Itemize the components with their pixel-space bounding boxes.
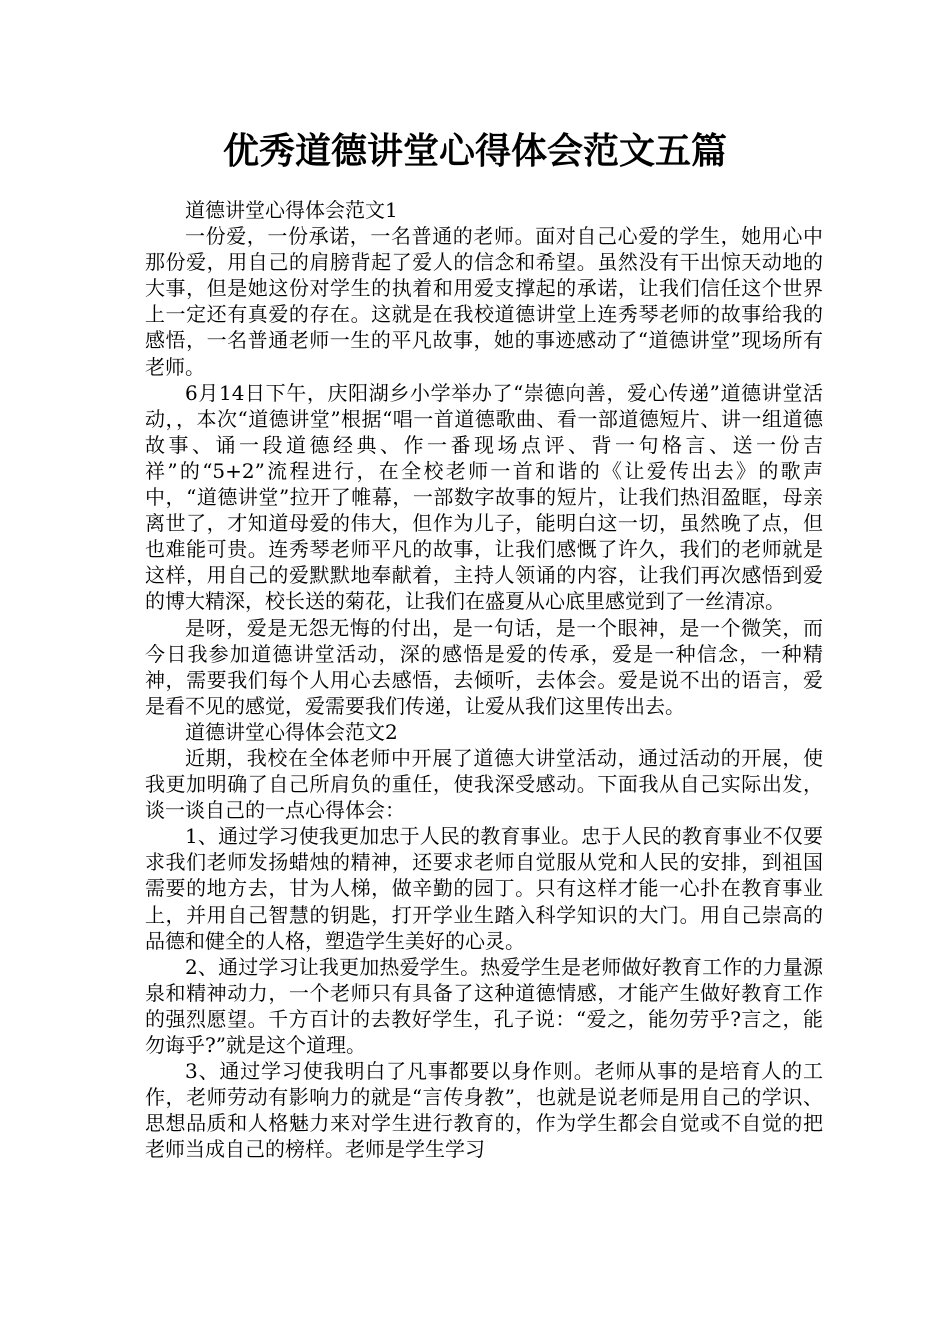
document-title: 优秀道德讲堂心得体会范文五篇 (222, 131, 727, 172)
paragraph: 近期，我校在全体老师中开展了道德大讲堂活动，通过活动的开展，使我更加明确了自己所肩负的重任，使我深受感动。下面我从自己实际出发，谈一谈自己的一点心得体会： (145, 745, 823, 823)
section-heading-1: 道德讲堂心得体会范文1 (185, 198, 398, 222)
paragraph: 是呀，爱是无怨无悔的付出，是一句话，是一个眼神，是一个微笑，而今日我参加道德讲堂活动，深的感悟是爱的传承，爱是一种信念，一种精神，需要我们每个人用心去感悟，去倾听，去体会。爱是说不出的语言，爱是看不见的感觉，爱需要我们传递，让爱从我们这里传出去。 (145, 615, 823, 718)
section-heading-2: 道德讲堂心得体会范文2 (185, 719, 398, 744)
document-body (145, 197, 823, 1162)
paragraph: 1、通过学习使我更加忠于人民的教育事业。忠于人民的教育事业不仅要求我们老师发扬蜡烛的精神，还要求老师自觉服从党和人民的安排，到祖国需要的地方去，甘为人梯，做辛勤的园丁。只有这样才能一心扑在教育事业上，并用自己智慧的钥匙，打开学业生踏入科学知识的大门。用自己崇高的品德和健全的人格，塑造学生美好的心灵。 (145, 824, 823, 953)
paragraph: 6月14日下午，庆阳湖乡小学举办了“崇德向善，爱心传递”道德讲堂活动，，本次“道德讲堂”根据“唱一首道德歌曲、看一部道德短片、讲一组道德故事、诵一段道德经典、作一番现场点评、背一句格言、送一份吉祥”的“5+2”流程进行，在全校老师一首和谐的《让爱传出去》的歌声中，“道德讲堂”拉开了帷幕，一部数字故事的短片，让我们热泪盈眶，母亲离世了，才知道母爱的伟大，但作为儿子，能明白这一切，虽然晚了点，但也难能可贵。连秀琴老师平凡的故事，让我们感慨了许久，我们的老师就是这样，用自己的爱默默地奉献着，主持人领诵的内容，让我们再次感悟到爱的博大精深，校长送的菊花，让我们在盛夏从心底里感觉到了一丝清凉。 (145, 380, 823, 614)
paragraph: 2、通过学习让我更加热爱学生。热爱学生是老师做好教育工作的力量源泉和精神动力，一个老师只有具备了这种道德情感，才能产生做好教育工作的强烈愿望。千方百计的去教好学生，孔子说：“爱之，能勿劳乎?言之，能勿诲乎?”就是这个道理。 (145, 954, 823, 1057)
paragraph: 3、通过学习使我明白了凡事都要以身作则。老师从事的是培育人的工作，老师劳动有影响力的就是“言传身教”，也就是说老师是用自己的学识、思想品质和人格魅力来对学生进行教育的，作为学生都会自觉或不自觉的把老师当成自己的榜样。老师是学生学习 (145, 1059, 823, 1162)
paragraph: 一份爱，一份承诺，一名普通的老师。面对自己心爱的学生，她用心中那份爱，用自己的肩膀背起了爱人的信念和希望。虽然没有干出惊天动地的大事，但是她这份对学生的执着和用爱支撑起的承诺，让我们信任这个世界上一定还有真爱的存在。这就是在我校道德讲堂上连秀琴老师的故事给我的感悟，一名普通老师一生的平凡故事，她的事迹感动了“道德讲堂”现场所有老师。 (145, 224, 823, 379)
